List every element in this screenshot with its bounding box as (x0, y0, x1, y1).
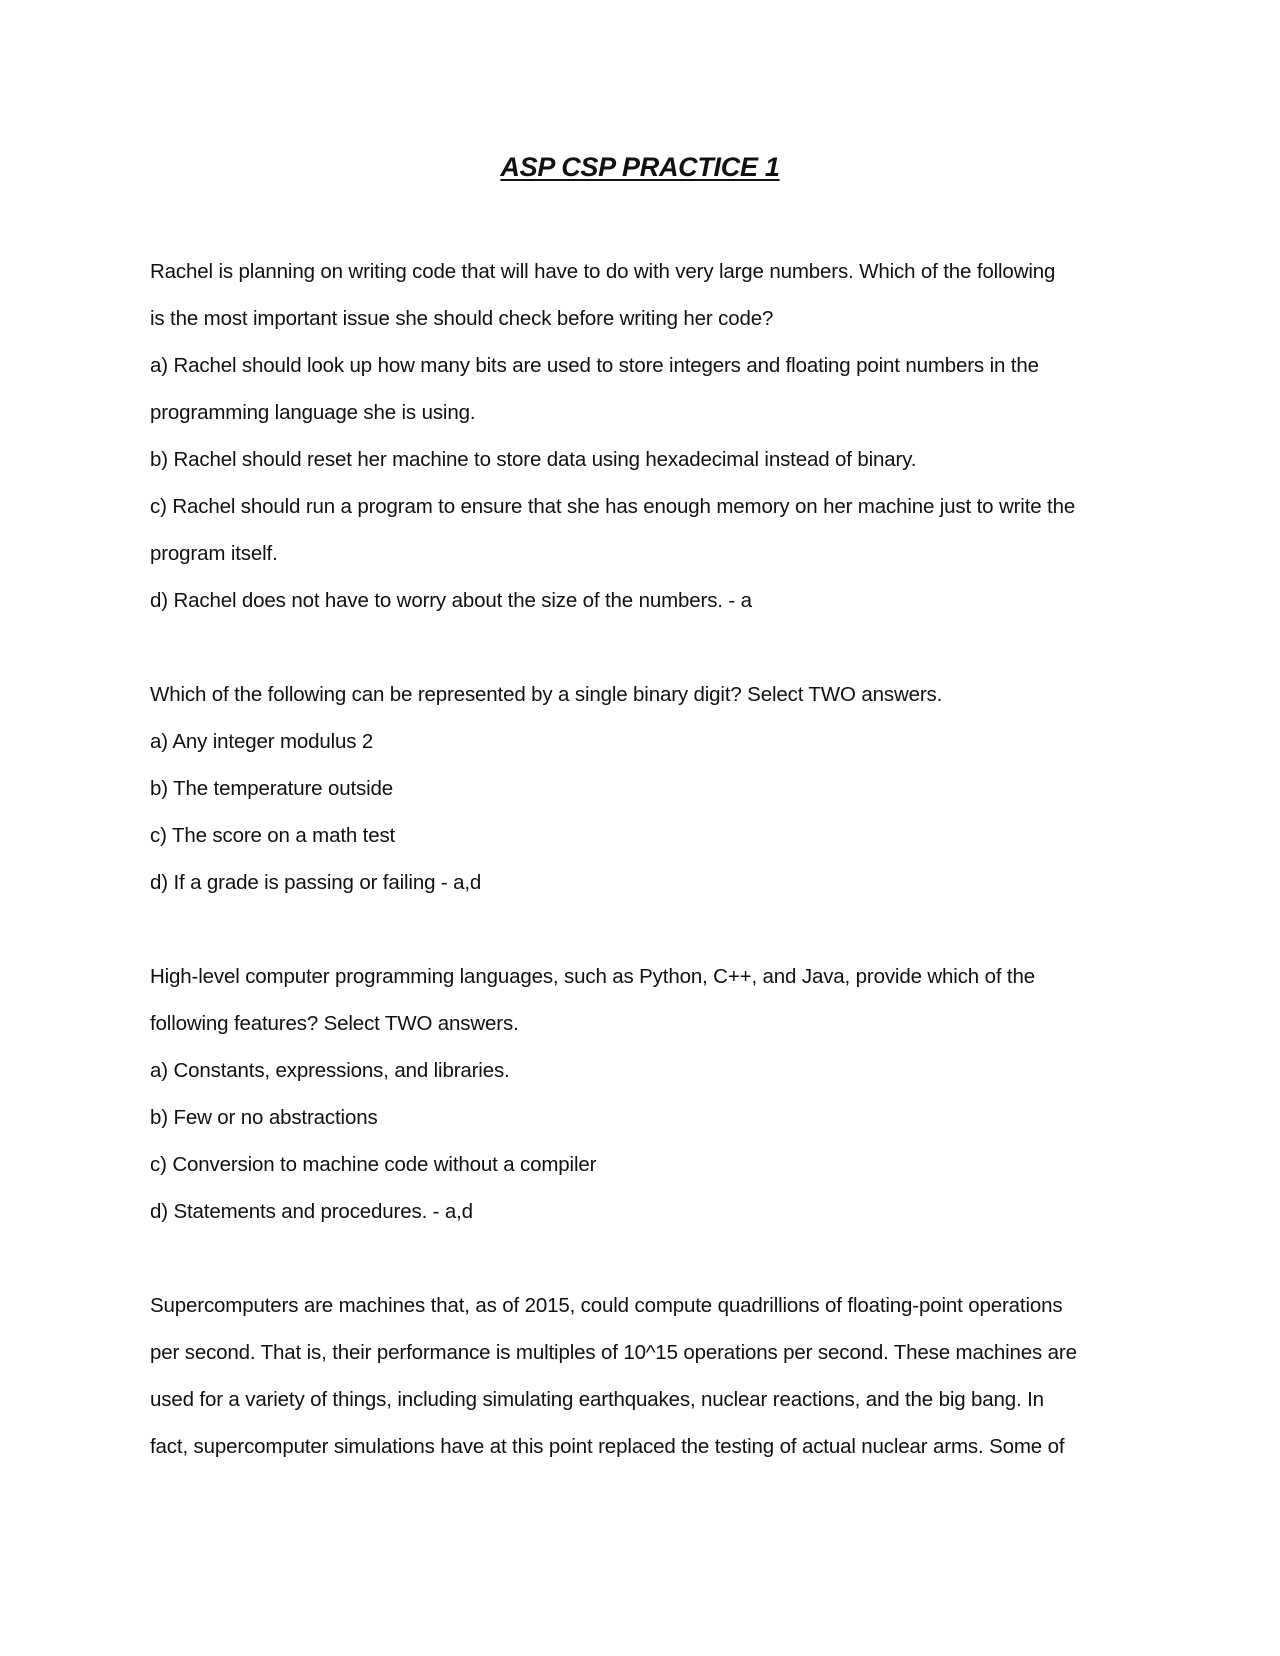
question-4-stem-line-4: fact, supercomputer simulations have at this point replaced the testing of actual nuclear arms. Some of (150, 1435, 1065, 1458)
paragraph-gap (150, 906, 1130, 953)
question-4-stem-line-1: Supercomputers are machines that, as of 2015, could compute quadrillions of floating-point operations (150, 1294, 1063, 1317)
question-3 (150, 953, 1130, 1235)
question-3-stem-line-1: High-level computer programming languages, such as Python, C++, and Java, provide which of the (150, 965, 1035, 988)
question-3-option-b: b) Few or no abstractions (150, 1106, 378, 1129)
question-2-option-a: a) Any integer modulus 2 (150, 730, 374, 753)
question-4-stem-line-2: per second. That is, their performance is multiples of 10^15 operations per second. These machines are (150, 1341, 1077, 1364)
question-3-option-a: a) Constants, expressions, and libraries. (150, 1059, 510, 1082)
question-2-option-c: c) The score on a math test (150, 824, 396, 847)
paragraph-gap (150, 624, 1130, 671)
document-body (150, 248, 1130, 1470)
question-3-option-c: c) Conversion to machine code without a compiler (150, 1153, 597, 1176)
question-1-option-a-line-2: programming language she is using. (150, 401, 476, 424)
question-1-option-d: d) Rachel does not have to worry about the size of the numbers. - a (150, 589, 752, 612)
question-3-option-d: d) Statements and procedures. - a,d (150, 1200, 473, 1223)
question-1-option-c-line-1: c) Rachel should run a program to ensure that she has enough memory on her machine just to write the (150, 495, 1076, 518)
question-1-stem-line-2: is the most important issue she should check before writing her code? (150, 307, 774, 330)
question-1-option-b: b) Rachel should reset her machine to store data using hexadecimal instead of binary. (150, 448, 917, 471)
question-2 (150, 671, 1130, 906)
question-3-stem-line-2: following features? Select TWO answers. (150, 1012, 519, 1035)
question-2-option-d: d) If a grade is passing or failing - a,d (150, 871, 482, 894)
paragraph-gap (150, 1235, 1130, 1282)
question-2-option-b: b) The temperature outside (150, 777, 394, 800)
question-1 (150, 248, 1130, 624)
question-1-stem-line-1: Rachel is planning on writing code that will have to do with very large numbers. Which of the following (150, 260, 1056, 283)
question-2-stem: Which of the following can be represented by a single binary digit? Select TWO answers. (150, 683, 943, 706)
question-4-stem-line-3: used for a variety of things, including simulating earthquakes, nuclear reactions, and the big bang. In (150, 1388, 1044, 1411)
document-title: ASP CSP PRACTICE 1 (500, 152, 780, 182)
question-1-option-c-line-2: program itself. (150, 542, 278, 565)
question-4 (150, 1282, 1130, 1470)
question-1-option-a-line-1: a) Rachel should look up how many bits are used to store integers and floating point numbers in the (150, 354, 1039, 377)
